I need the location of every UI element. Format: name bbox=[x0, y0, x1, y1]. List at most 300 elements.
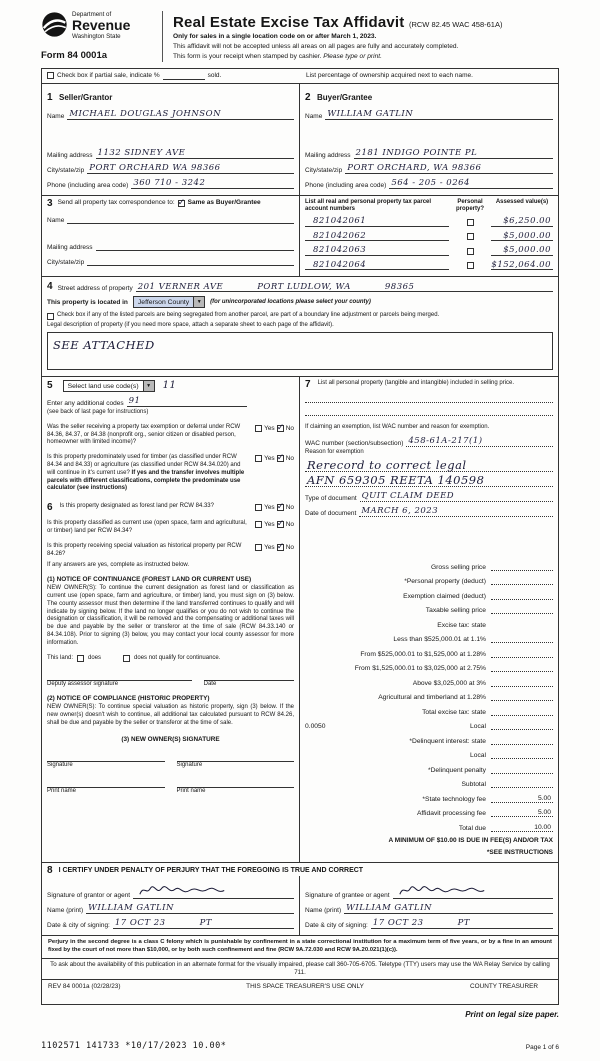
section-seller bbox=[42, 84, 300, 195]
form-number: Form 84 0001a bbox=[41, 49, 108, 61]
partial-percent-field[interactable] bbox=[163, 72, 205, 80]
new-owner-signature-1-field[interactable] bbox=[47, 751, 165, 762]
seller-phone-field[interactable] bbox=[131, 178, 294, 189]
document-date-field[interactable] bbox=[359, 506, 553, 517]
money-line bbox=[305, 679, 553, 687]
amount-field[interactable] bbox=[491, 577, 553, 585]
does-not-label: does not qualify for continuance. bbox=[134, 654, 221, 661]
deputy-row bbox=[47, 670, 294, 689]
parties-row bbox=[42, 84, 558, 196]
s6q3-no-checkbox[interactable] bbox=[277, 544, 284, 551]
chevron-down-icon: ▼ bbox=[193, 297, 204, 307]
parcel-number-field[interactable] bbox=[305, 259, 449, 271]
section-7 bbox=[300, 377, 558, 862]
land-use-row bbox=[47, 380, 294, 392]
additional-codes-label: Enter any additional codes bbox=[47, 400, 124, 408]
legal-description-value: SEE ATTACHED bbox=[53, 338, 155, 353]
personal-property-checkbox[interactable] bbox=[467, 262, 474, 269]
grantee-signature-label: Signature of grantee or agent bbox=[305, 891, 390, 899]
grantee-print-name-field[interactable] bbox=[344, 903, 553, 914]
document-type-field[interactable] bbox=[360, 491, 553, 502]
money-line bbox=[305, 795, 553, 803]
assessed-value-field[interactable] bbox=[491, 215, 553, 227]
excise-state-header-line bbox=[305, 621, 553, 629]
no-label: No bbox=[285, 455, 294, 463]
price-lines bbox=[305, 563, 553, 615]
correspondence-label: Send all property tax correspondence to: bbox=[57, 199, 175, 207]
amount-field[interactable] bbox=[491, 693, 553, 701]
certify-statement: I CERTIFY UNDER PENALTY OF PERJURY THAT THE FOREGOING IS TRUE AND CORRECT bbox=[58, 867, 364, 875]
money-line-label: From $525,000.01 to $1,525,000 at 1.28% bbox=[360, 650, 486, 658]
segregated-row bbox=[47, 312, 553, 320]
legal-description-label: Legal description of property (if you need more space, attach a separate sheet to each page of the affidavit). bbox=[47, 322, 334, 329]
seller-name-value: MICHAEL DOUGLAS JOHNSON bbox=[69, 108, 222, 119]
segregated-note: Check box if any of the listed parcels are being segregated from another parcel, are part of a boundary line adjustment or parcels being merged. bbox=[57, 312, 440, 319]
money-line bbox=[305, 780, 553, 788]
parcel-number-value: 821042061 bbox=[313, 216, 367, 227]
reason-value-2: AFN 659305 REETA 140598 bbox=[307, 472, 485, 487]
land-use-dropdown-label: Select land use code(s) bbox=[67, 382, 139, 390]
document-date-value: MARCH 6, 2023 bbox=[361, 505, 439, 516]
perjury-notice: Perjury in the second degree is a class C felony which is punishable by confinement in a state correctional institution for a maximum term of five years, or by a fine in an amount fixed by the court of not more than $10,000, or by both such confinement and fine (RCW 9A.72.030 and RCW 9A.20.021(1)(c)). bbox=[48, 938, 552, 953]
county-dropdown[interactable] bbox=[133, 296, 205, 308]
notice-3-title: (3) NEW OWNER(S) SIGNATURE bbox=[121, 735, 220, 743]
grantor-certification bbox=[42, 876, 300, 935]
money-line-label: *Delinquent interest: state bbox=[409, 737, 486, 745]
amount-field[interactable]: 5.00 bbox=[491, 809, 553, 817]
correspondence-mailing-label: Mailing address bbox=[47, 243, 93, 251]
s7-intro-text: List all personal property (tangible and intangible) included in selling price. bbox=[317, 380, 515, 387]
s5-question-2-bold: If yes and the transfer involves multiple parcels with different classifications, complete the predominate use calculator (see instructions) bbox=[47, 469, 245, 492]
grantor-signature-field[interactable] bbox=[133, 883, 294, 899]
personal-property-checkbox[interactable] bbox=[467, 219, 474, 226]
middle-sections-row bbox=[42, 377, 558, 863]
revenue-wordmark: Revenue bbox=[72, 17, 131, 33]
does-not-checkbox[interactable] bbox=[123, 655, 130, 662]
wac-number-field[interactable] bbox=[406, 436, 553, 447]
personal-property-line-2[interactable] bbox=[305, 403, 553, 416]
amount-field[interactable]: 10.00 bbox=[491, 824, 553, 832]
grantor-print-name-label: Name (print) bbox=[47, 906, 84, 914]
buyer-name-value: WILLIAM GATLIN bbox=[327, 108, 414, 119]
reason-field-2[interactable] bbox=[305, 472, 553, 487]
form-title-rcw: (RCW 82.45 WAC 458-61A) bbox=[408, 20, 503, 29]
correspondence-name-field[interactable] bbox=[67, 213, 294, 224]
section-5-number: 5 bbox=[47, 380, 53, 392]
money-line-label: *Personal property (deduct) bbox=[404, 578, 486, 586]
s5-question-2-text bbox=[47, 454, 250, 493]
street-address-field[interactable] bbox=[136, 281, 553, 292]
buyer-mailing-value: 2181 INDIGO POINTE PL bbox=[355, 147, 478, 158]
section-7-number: 7 bbox=[305, 379, 311, 391]
seller-city-value: PORT ORCHARD WA 98366 bbox=[89, 162, 221, 173]
street-address-label: Street address of property bbox=[57, 285, 133, 293]
s6-question-3-text: Is this property receiving special valuation as historical property per RCW 84.26? bbox=[47, 542, 242, 557]
additional-codes-field[interactable] bbox=[127, 396, 247, 407]
seller-title: Seller/Grantor bbox=[59, 92, 113, 102]
money-line-label: Gross selling price bbox=[430, 563, 486, 571]
seller-phone-label: Phone (including area code) bbox=[47, 181, 129, 189]
grantor-date-label: Date & city of signing: bbox=[47, 921, 110, 929]
seller-phone-value: 360 710 - 3242 bbox=[133, 177, 206, 188]
money-line bbox=[305, 693, 553, 701]
money-line-label: Total excise tax: state bbox=[422, 708, 486, 716]
grantor-print-name-value: WILLIAM GATLIN bbox=[88, 902, 174, 913]
s6q2-yes-checkbox[interactable] bbox=[255, 521, 262, 528]
treasurer-space-label: THIS SPACE TREASURER'S USE ONLY bbox=[246, 983, 364, 991]
assessed-value-field[interactable] bbox=[491, 230, 553, 242]
s6-question-3 bbox=[47, 543, 294, 559]
s5q1-no-checkbox[interactable] bbox=[277, 425, 284, 432]
partial-sale-label: Check box if partial sale, indicate % bbox=[57, 72, 160, 80]
signature-label: Signature bbox=[176, 761, 203, 768]
header-note-3-text: This form is your receipt when stamped by cashier. bbox=[173, 52, 322, 60]
buyer-mailing-field[interactable] bbox=[354, 148, 553, 159]
partial-sold-label: sold. bbox=[207, 72, 222, 80]
no-label: No bbox=[285, 504, 294, 512]
street-city-value: PORT LUDLOW, WA bbox=[257, 281, 351, 292]
sections-5-6 bbox=[42, 377, 300, 862]
s6-question-2 bbox=[47, 520, 294, 536]
no-label: No bbox=[285, 424, 294, 432]
s6-question-1-text: Is this property designated as forest land per RCW 84.33? bbox=[59, 503, 214, 510]
wac-number-label: WAC number (section/subsection) bbox=[305, 439, 404, 447]
buyer-phone-field[interactable] bbox=[389, 178, 553, 189]
money-line-label: Agricultural and timberland at 1.28% bbox=[378, 694, 486, 702]
parcel-number-value: 821042062 bbox=[313, 230, 367, 241]
grantor-print-name-field[interactable] bbox=[86, 903, 294, 914]
money-line bbox=[305, 708, 553, 716]
parcel-table-body bbox=[305, 215, 553, 270]
s5-question-2-normal: Is this property predominately used for timber (as classified under RCW 84.34 and 84.33) or agriculture (as classified under RCW 84.34.020) and will continue in it's current use? bbox=[47, 454, 241, 476]
does-label: does bbox=[88, 654, 102, 661]
money-line bbox=[305, 606, 553, 614]
dor-logo-icon bbox=[41, 11, 68, 38]
header-note-1: Only for sales in a single location code on or after March 1, 2023. bbox=[173, 33, 377, 40]
same-as-buyer-checkbox[interactable] bbox=[178, 200, 185, 207]
amount-field[interactable] bbox=[491, 679, 553, 687]
additional-codes-value: 91 bbox=[128, 396, 141, 407]
legal-description-field[interactable] bbox=[47, 332, 553, 370]
this-land-row bbox=[47, 655, 294, 663]
buyer-name-label: Name bbox=[305, 112, 323, 120]
grantee-signature-field[interactable] bbox=[393, 883, 553, 899]
assessed-value: $5,000.00 bbox=[503, 230, 551, 241]
correspondence-heading bbox=[47, 199, 294, 209]
grantee-city-value: PT bbox=[457, 917, 470, 928]
parcel-row bbox=[305, 230, 553, 242]
county-selected-value: Jefferson County bbox=[134, 297, 193, 307]
print-name-label: Print name bbox=[176, 788, 206, 795]
amount-field[interactable] bbox=[491, 563, 553, 571]
money-line-label: Exemption claimed (deduct) bbox=[403, 592, 486, 600]
no-label: No bbox=[285, 521, 294, 529]
located-in-label: This property is located in bbox=[47, 298, 128, 306]
grantee-date-field[interactable] bbox=[371, 918, 553, 929]
amount-field[interactable]: 5.00 bbox=[491, 795, 553, 803]
amount-field[interactable] bbox=[491, 650, 553, 658]
seller-name-label: Name bbox=[47, 112, 65, 120]
personal-property-line-1[interactable] bbox=[305, 390, 553, 403]
partial-sale-row bbox=[42, 69, 558, 84]
parcel-row bbox=[305, 244, 553, 256]
s6q2-no-checkbox[interactable] bbox=[277, 521, 284, 528]
yes-label: Yes bbox=[264, 521, 275, 529]
buyer-title: Buyer/Grantee bbox=[317, 92, 373, 102]
personal-property-header: Personal property? bbox=[455, 198, 484, 212]
buyer-city-value: PORT ORCHARD, WA 98366 bbox=[347, 162, 482, 173]
rev-number: REV 84 0001a (02/28/23) bbox=[48, 983, 121, 991]
amount-field[interactable] bbox=[491, 737, 553, 745]
dor-logo-block bbox=[41, 11, 154, 40]
does-checkbox[interactable] bbox=[77, 655, 84, 662]
amount-field[interactable] bbox=[491, 664, 553, 672]
seller-city-field[interactable] bbox=[87, 163, 294, 174]
money-line bbox=[305, 751, 553, 759]
reason-for-exemption-label: Reason for exemption bbox=[305, 448, 364, 455]
seller-mailing-label: Mailing address bbox=[47, 151, 93, 159]
money-line-label: Subtotal bbox=[461, 781, 486, 789]
chevron-down-icon: ▼ bbox=[143, 381, 154, 391]
reason-field-1[interactable] bbox=[305, 457, 553, 472]
county-note: (for unincorporated locations please select your county) bbox=[210, 298, 371, 305]
reason-value-1: Rerecord to correct legal bbox=[307, 457, 467, 472]
notice-2-title: (2) NOTICE OF COMPLIANCE (HISTORIC PROPERTY) bbox=[47, 695, 210, 703]
header-note-2: This affidavit will not be accepted unless all areas on all pages are fully and accurately completed. bbox=[173, 42, 459, 50]
footer-row bbox=[42, 980, 558, 1004]
see-back-note: (see back of last page for instructions) bbox=[47, 409, 149, 416]
bottom-row bbox=[41, 1041, 559, 1061]
money-line-label: Affidavit processing fee bbox=[416, 810, 486, 818]
seller-name-field[interactable] bbox=[67, 109, 294, 120]
county-treasurer-label: COUNTY TREASURER bbox=[470, 983, 538, 991]
buyer-phone-label: Phone (including area code) bbox=[305, 181, 387, 189]
section-4-number: 4 bbox=[47, 281, 53, 293]
print-name-label: Print name bbox=[47, 788, 77, 795]
signature-label: Signature bbox=[47, 761, 73, 768]
deputy-date-field[interactable] bbox=[204, 670, 294, 681]
wac-number-value: 458-61A-217(1) bbox=[408, 435, 483, 446]
minimum-due-note: A MINIMUM OF $10.00 IS DUE IN FEE(S) AND/OR TAX bbox=[388, 836, 553, 844]
money-line bbox=[305, 592, 553, 600]
grantor-city-value: PT bbox=[199, 917, 212, 928]
buyer-phone-value: 564 - 205 - 0264 bbox=[391, 177, 470, 188]
yes-label: Yes bbox=[264, 504, 275, 512]
assessed-value: $152,064.00 bbox=[491, 259, 551, 270]
parcel-number-value: 821042064 bbox=[313, 259, 367, 270]
money-line-label: Local bbox=[470, 723, 486, 731]
parcel-number-value: 821042063 bbox=[313, 245, 367, 256]
assessed-value: $5,000.00 bbox=[503, 245, 551, 256]
grantor-signature-label: Signature of grantor or agent bbox=[47, 891, 131, 899]
grantee-certification bbox=[300, 876, 558, 935]
seller-mailing-value: 1132 SIDNEY AVE bbox=[97, 147, 186, 158]
s7-intro-row bbox=[305, 380, 553, 390]
money-line-label: Taxable selling price bbox=[425, 607, 486, 615]
excise-state-header: Excise tax: state bbox=[437, 621, 486, 629]
grantee-date-label: Date & city of signing: bbox=[305, 921, 368, 929]
s5q2-yes-checkbox[interactable] bbox=[255, 455, 262, 462]
amount-field[interactable] bbox=[491, 766, 553, 774]
s5-question-1 bbox=[47, 424, 294, 447]
form-body bbox=[41, 68, 559, 1006]
money-line bbox=[305, 809, 553, 817]
parcel-numbers-header: List all real and personal property tax parcel account numbers bbox=[305, 198, 432, 212]
county-row bbox=[47, 296, 553, 308]
land-use-dropdown[interactable] bbox=[63, 380, 155, 392]
grantee-signature bbox=[395, 883, 490, 898]
notice-2-body: NEW OWNER(S): To continue special valuation as historic property, sign (3) below. If the new owner(s) doesn't wish to continue, all additional tax calculated pursuant to RCW 84.26, shall be due and payable by the seller or transferor at the time of sale. bbox=[47, 704, 294, 726]
grantee-print-name-value: WILLIAM GATLIN bbox=[346, 902, 432, 913]
assessed-value-field[interactable] bbox=[491, 244, 553, 256]
section-1-number: 1 bbox=[47, 91, 53, 103]
page-number: Page 1 of 6 bbox=[525, 1044, 559, 1052]
affidavit-sheet bbox=[41, 0, 559, 1061]
s6-question-2-text: Is this property classified as current use (open space, farm and agricultural, or timber) land per RCW 84.34? bbox=[47, 520, 247, 535]
s6q1-yes-checkbox[interactable] bbox=[255, 504, 262, 511]
assessed-value-field[interactable] bbox=[491, 259, 553, 271]
amount-field[interactable] bbox=[491, 722, 553, 730]
parcel-row bbox=[305, 259, 553, 271]
correspondence-name-label: Name bbox=[47, 216, 65, 224]
grantor-date-field[interactable] bbox=[113, 918, 294, 929]
money-line-label: Above $3,025,000 at 3% bbox=[412, 679, 486, 687]
money-line bbox=[305, 563, 553, 571]
deputy-date-label: Date bbox=[203, 681, 217, 688]
yes-label: Yes bbox=[264, 424, 275, 432]
section-8-number: 8 bbox=[47, 864, 53, 876]
washington-state-label: Washington State bbox=[72, 32, 121, 40]
seller-heading bbox=[47, 87, 294, 105]
seller-city-label: City/state/zip bbox=[47, 166, 85, 174]
property-location-section bbox=[42, 277, 558, 377]
header-note-3-italic: Please type or print. bbox=[323, 52, 382, 60]
amount-field[interactable] bbox=[491, 635, 553, 643]
buyer-city-label: City/state/zip bbox=[305, 166, 343, 174]
personal-property-checkbox[interactable] bbox=[467, 233, 474, 240]
segregated-checkbox[interactable] bbox=[47, 313, 54, 320]
parcel-table-header bbox=[305, 199, 553, 213]
certification-section bbox=[42, 863, 558, 936]
dept-of-label: Department of bbox=[72, 11, 112, 18]
money-line-label: From $1,525,000.01 to $3,025,000 at 2.75% bbox=[354, 665, 486, 673]
header bbox=[41, 9, 559, 68]
amount-field[interactable] bbox=[491, 780, 553, 788]
grantor-signature bbox=[135, 883, 230, 898]
personal-property-checkbox[interactable] bbox=[467, 248, 474, 255]
print-name-1-field[interactable] bbox=[47, 777, 165, 788]
tax-lines bbox=[305, 635, 553, 832]
money-line-label: Less than $525,000.01 at 1.1% bbox=[393, 636, 486, 644]
parcel-row bbox=[305, 215, 553, 227]
document-type-value: QUIT CLAIM DEED bbox=[361, 490, 455, 501]
see-instructions-note: *SEE INSTRUCTIONS bbox=[486, 848, 553, 856]
agency-block bbox=[41, 11, 163, 62]
yes-label: Yes bbox=[264, 455, 275, 463]
s5q2-no-checkbox[interactable] bbox=[277, 455, 284, 462]
partial-sale-checkbox[interactable] bbox=[47, 72, 54, 79]
new-owner-signature-row bbox=[47, 751, 294, 770]
alt-format-notice: To ask about the availability of this publication in an alternate format for the visually impaired, please call 360-705-6705. Teletype (TTY) users may use the WA Relay Service by calling 711. bbox=[42, 958, 558, 981]
amount-field[interactable] bbox=[491, 708, 553, 716]
correspondence-mailing-field[interactable] bbox=[96, 240, 294, 251]
section-6-number: 6 bbox=[47, 502, 53, 514]
money-line bbox=[305, 722, 553, 730]
parcel-number-field[interactable] bbox=[305, 230, 449, 242]
money-line-label: Total due bbox=[458, 824, 486, 832]
money-line-label: Local bbox=[470, 752, 486, 760]
new-owner-signature-2-field[interactable] bbox=[177, 751, 295, 762]
amount-field[interactable] bbox=[491, 751, 553, 759]
money-line-prefix: 0.0050 bbox=[305, 723, 326, 731]
money-line-label: *State technology fee bbox=[422, 795, 486, 803]
section-2-number: 2 bbox=[305, 91, 311, 103]
s6q1-no-checkbox[interactable] bbox=[277, 504, 284, 511]
document-date-label: Date of document bbox=[305, 509, 357, 517]
land-use-code-value: 11 bbox=[162, 379, 177, 391]
buyer-heading bbox=[305, 87, 553, 105]
certification-heading bbox=[42, 863, 558, 876]
money-line bbox=[305, 664, 553, 672]
parcel-number-field[interactable] bbox=[305, 244, 449, 256]
s5q1-yes-checkbox[interactable] bbox=[255, 425, 262, 432]
amount-field[interactable] bbox=[491, 606, 553, 614]
print-note: Print on legal size paper. bbox=[465, 1010, 559, 1020]
no-label: No bbox=[285, 543, 294, 551]
parcel-table bbox=[300, 196, 558, 277]
section-3-row bbox=[42, 196, 558, 278]
cashier-stamp: 1102571 141733 *10/17/2023 10.00* bbox=[41, 1041, 227, 1052]
grantee-date-value: 17 OCT 23 bbox=[372, 917, 424, 928]
street-address-value: 201 VERNER AVE bbox=[137, 281, 224, 292]
notice-1-title: (1) NOTICE OF CONTINUANCE (FOREST LAND OR CURRENT USE) bbox=[47, 576, 252, 584]
buyer-city-field[interactable] bbox=[345, 163, 553, 174]
buyer-mailing-label: Mailing address bbox=[305, 151, 351, 159]
correspondence-section bbox=[42, 196, 300, 277]
document-type-label: Type of document bbox=[305, 494, 357, 502]
form-title: Real Estate Excise Tax Affidavit bbox=[173, 14, 405, 31]
street-zip-value: 98365 bbox=[384, 281, 415, 292]
title-row bbox=[173, 14, 559, 32]
assessed-value-header: Assessed value(s) bbox=[495, 198, 549, 205]
grantee-print-name-label: Name (print) bbox=[305, 906, 342, 914]
s6q3-yes-checkbox[interactable] bbox=[255, 544, 262, 551]
notice-1-body: NEW OWNER(S): To continue the current designation as forest land or classification as current use (open space, farm and agriculture, or timber) land, you must sign on (3) below. The county assessor must then determine if the land transferred continues to qualify and will indicate by signing below. If the land no longer qualifies or you do not wish to continue the designation or classification, it will be removed and the compensating or additional taxes will be due and payable by the seller or transferor at the time of sale (RCW 84.33.140 or 84.34.108). Prior to signing (3) below, you may contact your local county assessor for more information. bbox=[47, 585, 294, 646]
money-line bbox=[305, 577, 553, 585]
print-name-2-field[interactable] bbox=[177, 777, 295, 788]
money-line-label: *Delinquent penalty bbox=[428, 766, 486, 774]
print-name-row bbox=[47, 777, 294, 796]
section-3-number: 3 bbox=[47, 197, 53, 209]
buyer-name-field[interactable] bbox=[325, 109, 553, 120]
this-land-label: This land: bbox=[47, 654, 74, 661]
section-buyer bbox=[300, 84, 558, 195]
if-any-note: If any answers are yes, complete as instructed below. bbox=[47, 562, 190, 569]
correspondence-city-field[interactable] bbox=[87, 255, 294, 266]
amount-field[interactable] bbox=[491, 592, 553, 600]
s5-question-1-text: Was the seller receiving a property tax exemption or deferral under RCW 84.36, 84.37, or 84.38 (nonprofit org., senior citizen or disabled person, homeowner with limited income)? bbox=[47, 423, 241, 446]
deputy-assessor-signature-field[interactable] bbox=[47, 670, 192, 681]
parcel-number-field[interactable] bbox=[305, 215, 449, 227]
certification-columns bbox=[42, 876, 558, 935]
same-as-buyer-label: Same as Buyer/Grantee bbox=[187, 199, 261, 207]
exemption-note: If claiming an exemption, list WAC number and reason for exemption. bbox=[305, 424, 490, 431]
seller-mailing-field[interactable] bbox=[96, 148, 294, 159]
s5-question-2 bbox=[47, 454, 294, 493]
money-line bbox=[305, 737, 553, 745]
money-line bbox=[305, 635, 553, 643]
assessed-value: $6,250.00 bbox=[503, 216, 551, 227]
